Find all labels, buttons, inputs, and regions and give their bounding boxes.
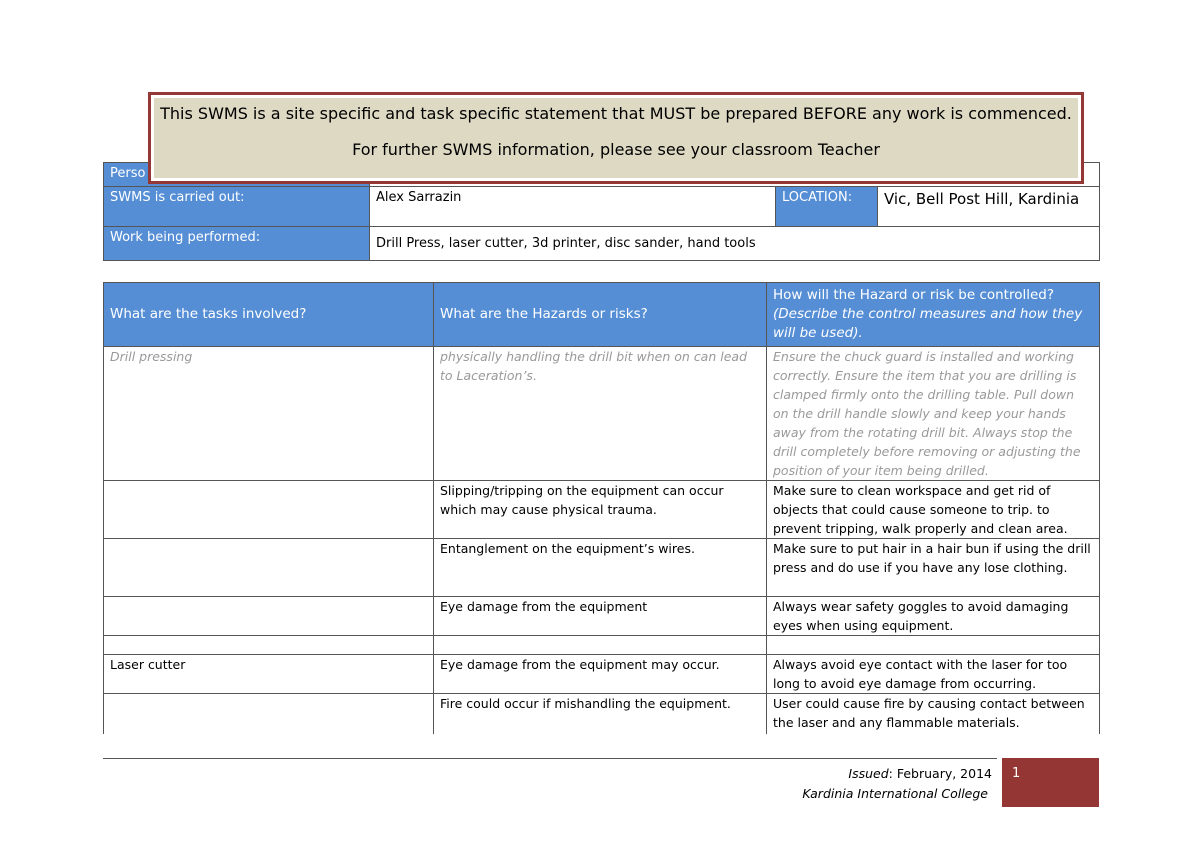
- control-cell: Always avoid eye contact with the laser for too long to avoid eye damage from occurring.: [767, 655, 1100, 694]
- table-row: [104, 481, 1100, 539]
- footer-issued: [848, 766, 992, 781]
- swms-carried-out-label: SWMS is carried out:: [110, 190, 245, 205]
- task-cell: Laser cutter: [104, 655, 434, 694]
- control-cell: Make sure to clean workspace and get rid of objects that could cause someone to trip. to prevent tripping, walk properly and clean area.: [767, 481, 1100, 539]
- person-name: Alex Sarrazin: [376, 190, 462, 205]
- header-hazards: [434, 283, 767, 347]
- table-row: [104, 597, 1100, 636]
- header-controls: [767, 283, 1100, 347]
- task-cell: [104, 481, 434, 539]
- table-row: [104, 694, 1100, 734]
- notice-line-1: This SWMS is a site specific and task specific statement that MUST be prepared BEFORE any work is commenced.: [160, 104, 1072, 123]
- control-cell: [767, 636, 1100, 655]
- location-value: Vic, Bell Post Hill, Kardinia: [884, 190, 1080, 208]
- hazard-cell: Fire could occur if mishandling the equipment.: [434, 694, 767, 734]
- issued-label: Issued: [848, 766, 889, 781]
- person-label: Perso: [110, 166, 146, 181]
- footer-rule: [103, 758, 997, 759]
- task-cell: [104, 694, 434, 734]
- table-row: [104, 636, 1100, 655]
- task-cell: [104, 597, 434, 636]
- work-value: Drill Press, laser cutter, 3d printer, disc sander, hand tools: [376, 236, 756, 251]
- notice-line-2: For further SWMS information, please see your classroom Teacher: [352, 140, 880, 159]
- header-tasks: [104, 283, 434, 347]
- control-cell: Ensure the chuck guard is installed and working correctly. Ensure the item that you are drilling is clamped firmly onto the drilling table. Pull down on the drill handle slowly and keep your hands away from the rotating drill bit. Always stop the drill completely before removing or adjusting the position of your item being drilled.: [767, 347, 1100, 481]
- task-cell: [104, 636, 434, 655]
- header-controls-sublabel: (Describe the control measures and how they will be used).: [773, 306, 1083, 341]
- table-row: [104, 347, 1100, 481]
- work-label-cell: [104, 227, 370, 261]
- header-tasks-label: What are the tasks involved?: [110, 306, 307, 322]
- page-number: 1: [1012, 766, 1021, 781]
- footer-college: Kardinia International College: [802, 786, 988, 801]
- work-value-cell: [370, 227, 1100, 261]
- hazard-cell: Eye damage from the equipment may occur.: [434, 655, 767, 694]
- person-name-cell: [370, 187, 776, 227]
- swms-notice-body: [154, 98, 1078, 178]
- hazard-cell: physically handling the drill bit when on can lead to Laceration’s.: [434, 347, 767, 481]
- location-value-cell: [878, 187, 1100, 227]
- hazard-cell: Slipping/tripping on the equipment can occur which may cause physical trauma.: [434, 481, 767, 539]
- table-row: [104, 539, 1100, 597]
- hazard-table: [103, 282, 1100, 734]
- table-row: [104, 655, 1100, 694]
- work-label: Work being performed:: [110, 230, 261, 245]
- task-cell: [104, 539, 434, 597]
- page-number-box: [1002, 758, 1099, 807]
- control-cell: Always wear safety goggles to avoid damaging eyes when using equipment.: [767, 597, 1100, 636]
- location-label-cell: [776, 187, 878, 227]
- swms-carried-out-label-cell: [104, 187, 370, 227]
- header-controls-label: How will the Hazard or risk be controlled?: [773, 287, 1055, 303]
- swms-notice-callout: [148, 92, 1084, 184]
- location-label: LOCATION:: [782, 190, 853, 205]
- hazard-cell: Eye damage from the equipment: [434, 597, 767, 636]
- task-cell: Drill pressing: [104, 347, 434, 481]
- control-cell: User could cause fire by causing contact between the laser and any flammable materials.: [767, 694, 1100, 734]
- hazard-cell: Entanglement on the equipment’s wires.: [434, 539, 767, 597]
- issued-value: : February, 2014: [888, 766, 992, 781]
- hazard-cell: [434, 636, 767, 655]
- header-hazards-label: What are the Hazards or risks?: [440, 306, 648, 322]
- control-cell: Make sure to put hair in a hair bun if using the drill press and do use if you have any lose clothing.: [767, 539, 1100, 597]
